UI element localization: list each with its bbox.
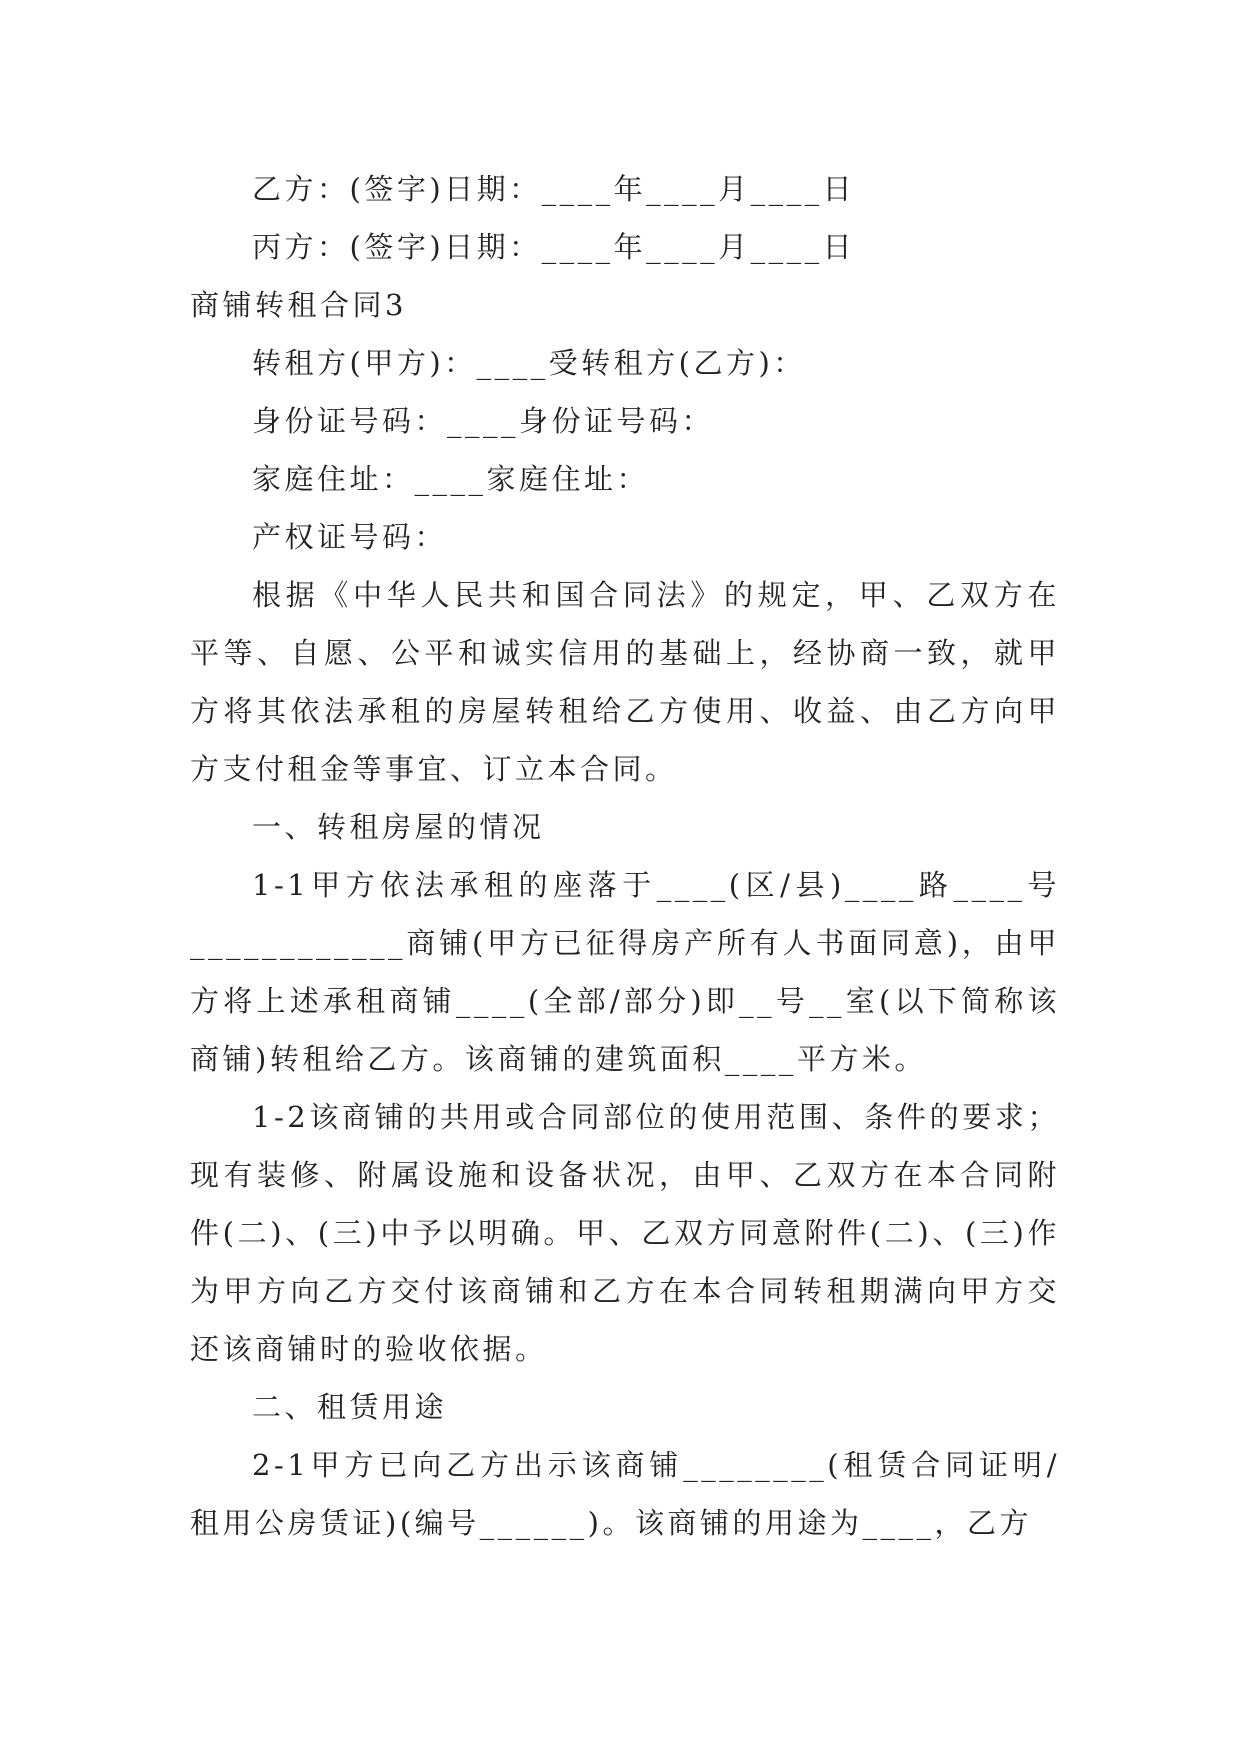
document-body <box>190 160 1060 1552</box>
preamble-paragraph: 根据《中华人民共和国合同法》的规定，甲、乙双方在平等、自愿、公平和诚实信用的基础上，经协商一致，就甲方将其依法承租的房屋转租给乙方使用、收益、由乙方向甲方支付租金等事宜、订立本合同。 <box>190 578 1060 786</box>
clause-2-1: 2-1甲方已向乙方出示该商铺________(租赁合同证明/租用公房赁证)(编号______)。该商铺的用途为____，乙方 <box>190 1448 1060 1540</box>
clause-1-1: 1-1甲方依法承租的座落于____(区/县)____路____号____________商铺(甲方已征得房产所有人书面同意)，由甲方将上述承租商铺____(全部/部分)即__号__室(以下简称该商铺)转租给乙方。该商铺的建筑面积____平方米。 <box>190 868 1060 1076</box>
section-heading-1: 一、转租房屋的情况 <box>252 810 545 844</box>
clause-1-2: 1-2该商铺的共用或合同部位的使用范围、条件的要求；现有装修、附属设施和设备状况，由甲、乙双方在本合同附件(二)、(三)中予以明确。甲、乙双方同意附件(二)、(三)作为甲方向乙方交付该商铺和乙方在本合同转租期满向甲方交还该商铺时的验收依据。 <box>190 1100 1060 1366</box>
property-cert-line: 产权证号码： <box>252 520 448 554</box>
contract-title: 商铺转租合同3 <box>190 288 407 322</box>
parties-line: 转租方(甲方)：____受转租方(乙方)： <box>252 346 806 380</box>
home-address-line: 家庭住址：____家庭住址： <box>252 462 650 496</box>
section-heading-2: 二、租赁用途 <box>252 1390 448 1424</box>
signature-line-party-c: 丙方：(签字)日期：____年____月____日 <box>252 230 856 264</box>
id-number-line: 身份证号码：____身份证号码： <box>252 404 715 438</box>
signature-line-party-b: 乙方：(签字)日期：____年____月____日 <box>252 172 856 206</box>
